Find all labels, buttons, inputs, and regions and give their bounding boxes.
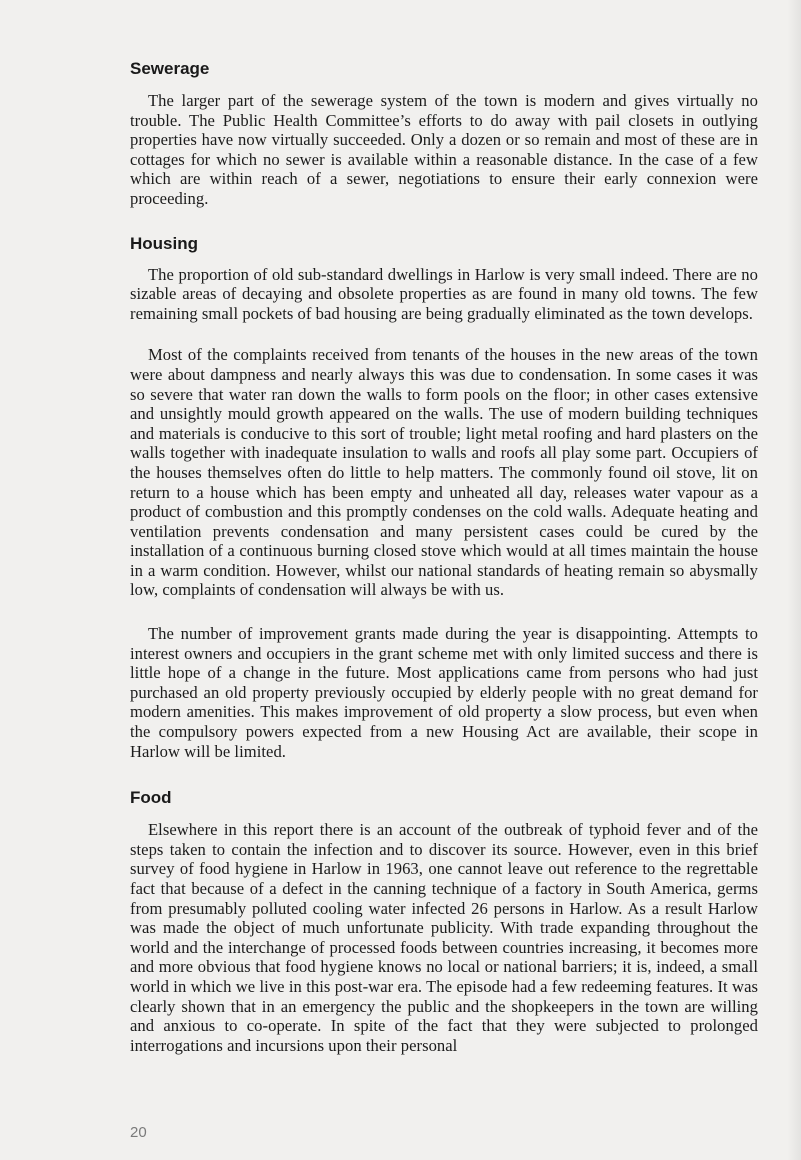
section-heading-sewerage: Sewerage bbox=[130, 59, 210, 78]
housing-paragraph-2: Most of the complaints received from tenants of the houses in the new areas of the town were about dampness and nearly always this was due to condensation. In some cases it was so severe that water ran down the walls to form pools on the floor; in other cases extensive and unsightly mould growth appeared on the walls. The use of modern building techniques and materials is conducive to this sort of trouble; light metal roofing and hard plasters on the walls together with inadequate insulation to walls and roofs all play some part. Occupiers of the houses themselves often do little to help matters. The commonly found oil stove, lit on return to a house which has been empty and unheated all day, releases water vapour as a product of combustion and this promptly condenses on the cold walls. Adequate heating and ventilation prevents condensation and many persistent cases could be cured by the installation of a continuous burning closed stove which would at all times maintain the house in a warm condition. However, whilst our national standards of heating remain so abysmally low, complaints of condensation will always be with us. bbox=[130, 345, 758, 600]
housing-paragraph-1: The proportion of old sub-standard dwellings in Harlow is very small indeed. There are no sizable areas of decaying and obsolete properties as are found in many old towns. The few remaining small pockets of bad housing are being gradually eliminated as the town develops. bbox=[130, 264, 758, 323]
section-heading-food: Food bbox=[130, 788, 172, 808]
page-content bbox=[130, 58, 758, 1055]
page-number: 20 bbox=[130, 1124, 147, 1141]
page-edge-shadow bbox=[787, 0, 801, 1160]
section-heading-housing: Housing bbox=[130, 233, 198, 253]
sewerage-paragraph: The larger part of the sewerage system of the town is modern and gives virtually no trouble. The Public Health Committee’s efforts to do away with pail closets in outlying properties have now virtually succeeded. Only a dozen or so remain and most of these are in cottages for which no sewer is available within a reasonable distance. In the case of a few which are within reach of a sewer, negotiations to ensure their early connexion were proceeding. bbox=[130, 91, 758, 208]
food-paragraph: Elsewhere in this report there is an account of the outbreak of typhoid fever and of the steps taken to contain the infection and to discover its source. However, even in this brief survey of food hygiene in Harlow in 1963, one cannot leave out reference to the regrettable fact that because of a defect in the canning technique of a factory in South America, germs from presumably polluted cooling water infected 26 persons in Harlow. As a result Harlow was made the object of much unfortunate publicity. With trade expanding throughout the world and the interchange of processed foods between countries increasing, it becomes more and more obvious that food hygiene knows no local or national barriers; it is, indeed, a small world in which we live in this post-war era. The episode had a few redeeming features. It was clearly shown that in an emergency the public and the shopkeepers in the town are willing and anxious to co-operate. In spite of the fact that they were subjected to prolonged interrogations and incursions upon their personal bbox=[130, 820, 758, 1055]
housing-paragraph-3: The number of improvement grants made during the year is disappointing. Attempts to interest owners and occupiers in the grant scheme met with only limited success and there is little hope of a change in the future. Most applications came from persons who had just purchased an old property previously occupied by elderly people with no great demand for modern amenities. This makes improvement of old property a slow process, but even when the compulsory powers expected from a new Housing Act are available, their scope in Harlow will be limited. bbox=[130, 624, 758, 761]
